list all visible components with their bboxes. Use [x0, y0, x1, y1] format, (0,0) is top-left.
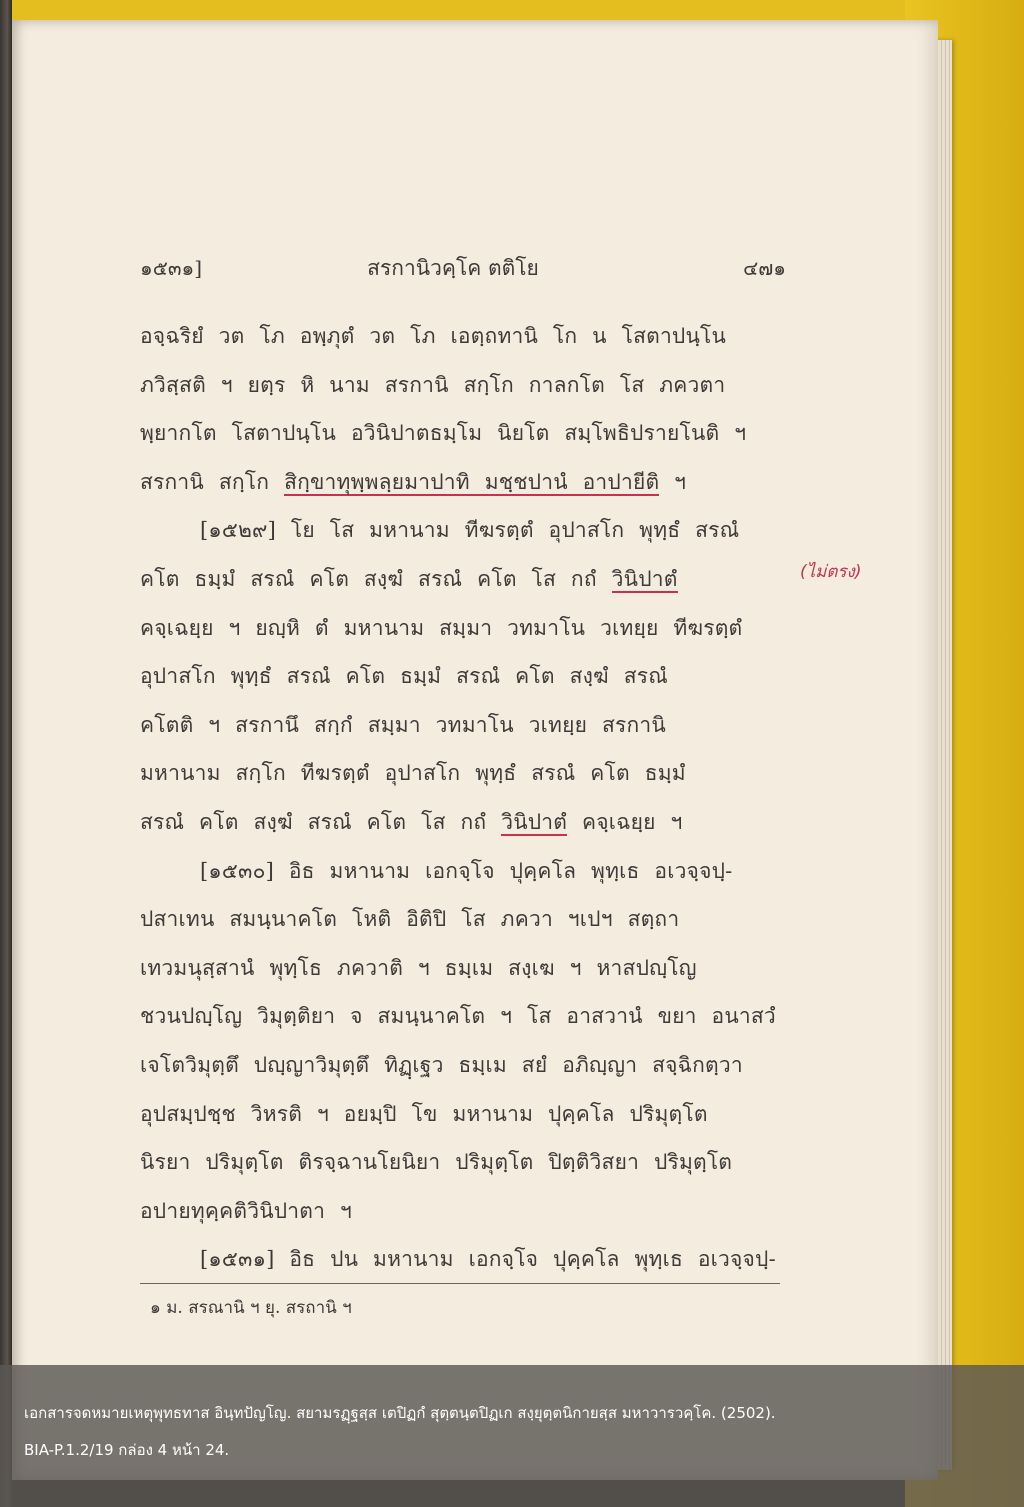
paragraph-start: [๑๕๒๙] โย โส มหานาม ทีฆรตฺตํ อุปาสโก พุทฺธํ สรณํ — [200, 518, 740, 543]
text-line: ปสาเทน สมนฺนาคโต โหติ อิติปิ โส ภควา ฯเปฯ สตฺถา — [140, 907, 680, 932]
text-line: อจฺฉริยํ วต โภ อพฺภุตํ วต โภ เอตฺถทานิ โก น โสตาปนฺโน — [140, 324, 727, 348]
page-number: ๔๗๑ — [743, 256, 786, 280]
handwritten-margin-note: (ไม่ตรง) — [800, 562, 862, 582]
footnote: ๑ ม. สรณานิ ฯ ยุ. สรถานิ ฯ — [150, 1298, 352, 1318]
text-segment: คโต ธมฺมํ สรณํ คโต สงฺฆํ สรณํ คโต โส กถํ — [140, 566, 597, 591]
footnote-divider — [140, 1283, 780, 1284]
text-line: คจฺเฉยฺย ฯ ยญฺหิ ตํ มหานาม สมฺมา วทมาโน วเทยฺย ทีฆรตฺตํ — [140, 615, 743, 640]
archive-caption — [24, 1395, 1004, 1469]
text-line: เจโตวิมุตฺตึ ปญฺญาวิมุตฺตึ ทิฏฺเฐว ธมฺเม สยํ อภิญฺญา สจฺฉิกตฺวา — [140, 1052, 743, 1077]
red-underlined-phrase: สิกฺขาทุพฺพลฺยมาปาทิ มชฺชปานํ อาปายีติ — [284, 469, 660, 494]
paragraph-start: [๑๕๓๐] อิธ มหานาม เอกจฺโจ ปุคฺคโล พุทฺเธ อเวจฺจปฺ- — [200, 858, 733, 883]
text-line: คโตติ ฯ สรกานึ สกฺกํ สมฺมา วทมาโน วเทยฺย สรกานิ — [140, 712, 666, 737]
book-spine-edge — [0, 0, 12, 1507]
text-line — [140, 806, 790, 855]
running-header — [120, 252, 786, 282]
chapter-title: สรกานิวคฺโค ตติโย — [367, 256, 539, 280]
text-line: มหานาม สกฺโก ทีฆรตฺตํ อุปาสโก พุทฺธํ สรณํ คโต ธมฺมํ — [140, 761, 686, 786]
red-underlined-word: วินิปาตํ — [501, 809, 568, 834]
text-line: ภวิสฺสติ ฯ ยตฺร หิ นาม สรกานิ สกฺโก กาลกโต โส ภควตา — [140, 372, 726, 397]
text-line: พฺยากโต โสตาปนฺโน อวินิปาตธมฺโม นิยโต สมฺโพธิปรายโนติ ฯ — [140, 421, 747, 446]
text-line: อปายทุคฺคติวินิปาตา ฯ — [140, 1198, 352, 1223]
text-line — [140, 563, 790, 612]
caption-reference: BIA-P.1.2/19 กล่อง 4 หน้า 24. — [24, 1441, 230, 1459]
text-segment: คจฺเฉยฺย ฯ — [567, 809, 683, 834]
text-line: นิรยา ปริมุตฺโต ติรจฺฉานโยนิยา ปริมุตฺโต ปิตฺติวิสยา ปริมุตฺโต — [140, 1150, 733, 1175]
text-line: ชวนปญฺโญ วิมุตฺติยา จ สมนฺนาคโต ฯ โส อาสวานํ ขยา อนาสวํ — [140, 1004, 776, 1029]
text-line: อุปสมฺปชฺช วิหรติ ฯ อยมฺปิ โข มหานาม ปุคฺคโล ปริมุตฺโต — [140, 1101, 708, 1126]
red-underlined-word: วินิปาตํ — [611, 566, 678, 591]
text-line — [140, 466, 790, 515]
text-line: อุปาสโก พุทฺธํ สรณํ คโต ธมฺมํ สรณํ คโต สงฺฆํ สรณํ — [140, 664, 668, 689]
text-line: เทวมนุสฺสานํ พุทฺโธ ภควาติ ฯ ธมฺเม สงฺเฆ ฯ หาสปญฺโญ — [140, 955, 697, 980]
paragraph-start: [๑๕๓๑] อิธ ปน มหานาม เอกจฺโจ ปุคฺคโล พุทฺเธ อเวจฺจปฺ- — [200, 1247, 776, 1272]
caption-citation: เอกสารจดหมายเหตุพุทธทาส อินฺทปัญโญ. สยามรฏฺฐสฺส เตปิฏกํ สุตฺตนฺตปิฏเก สงฺยุตฺตนิกายสฺส มหาวารวคฺโค. (2502). — [24, 1404, 776, 1422]
text-segment: สรณํ คโต สงฺฆํ สรณํ คโต โส กถํ — [140, 809, 487, 834]
text-segment: สรกานิ สกฺโก — [140, 469, 270, 494]
text-segment: ฯ — [659, 469, 687, 494]
book-cover-top — [12, 0, 1024, 20]
section-number: ๑๕๓๑] — [140, 256, 203, 280]
page-body — [140, 320, 790, 1292]
